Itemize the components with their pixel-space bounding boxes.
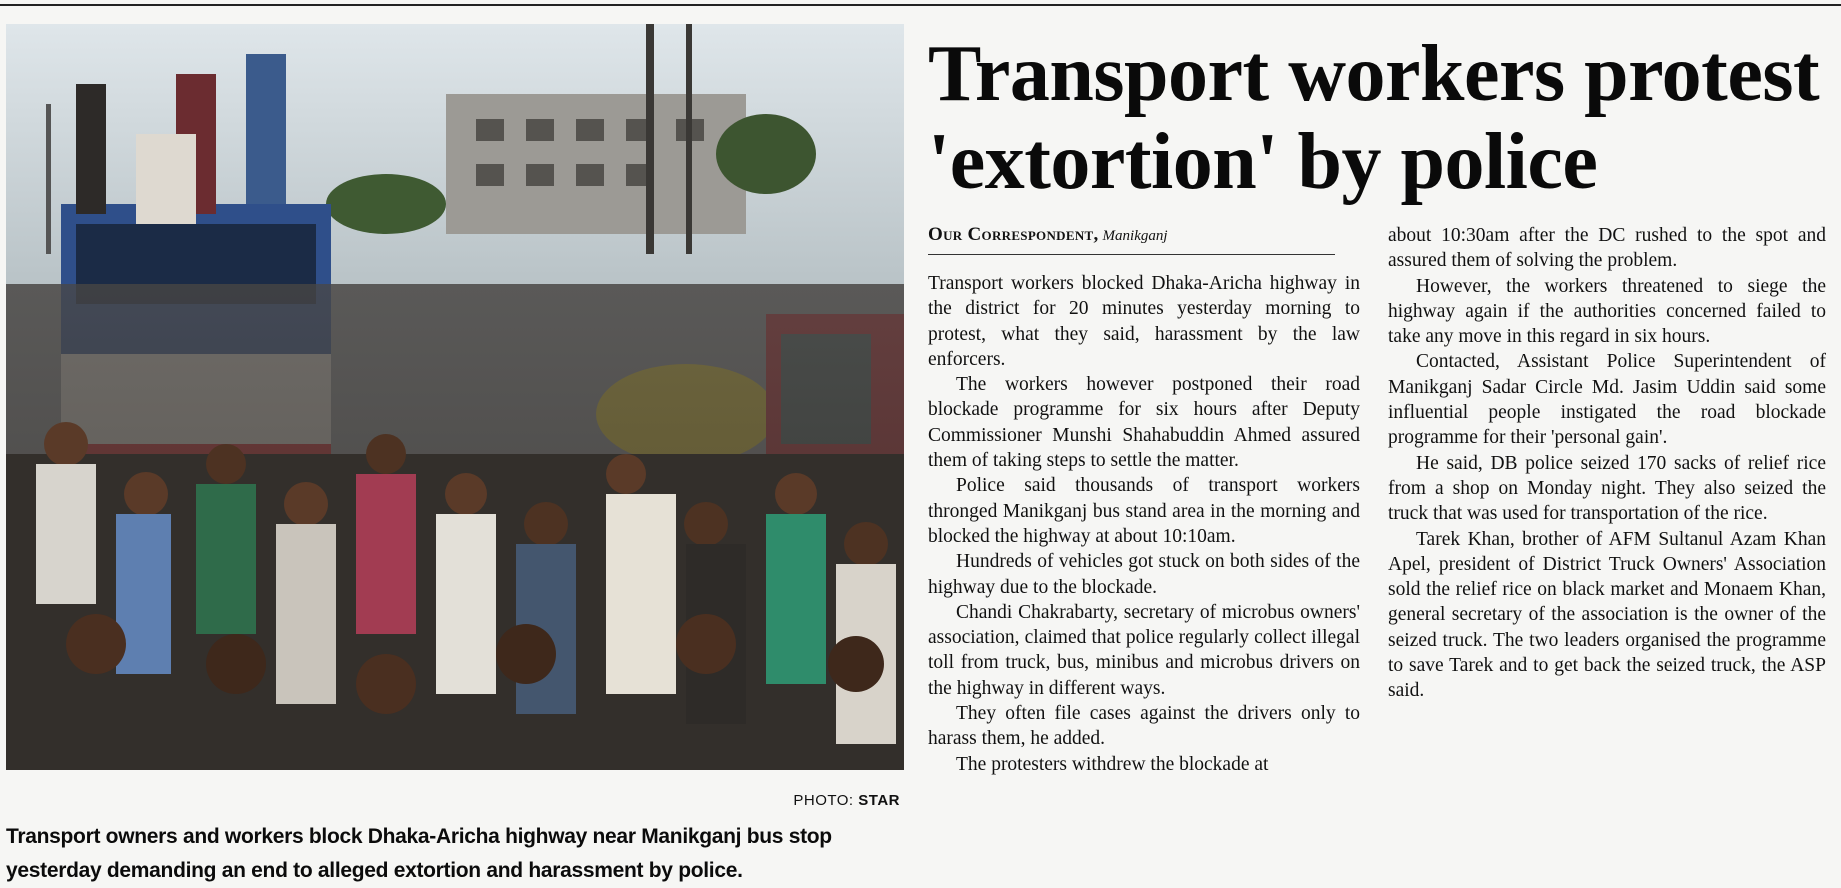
paragraph: Contacted, Assistant Police Superintendent of Manikganj Sadar Circle Md. Jasim Uddin said some influential people instigated the road blockade programme for their 'personal gain'. [1388,351,1826,449]
paragraph: However, the workers threatened to siege the highway again if the authorities concerned failed to take any move in this regard in six hours. [1388,275,1826,348]
paragraph: The workers however postponed their road blockade programme for six hours after Deputy Commissioner Munshi Shahabuddin Ahmed assured them of taking steps to settle the matter. [928,374,1360,472]
paragraph: Chandi Chakrabarty, secretary of microbus owners' association, claimed that police regularly collect illegal toll from truck, bus, minibus and microbus drivers on the highway in different ways. [928,601,1360,699]
paragraph: He said, DB police seized 170 sacks of relief rice from a shop on Monday night. They also seized the truck that was used for transportation of the rice. [1388,452,1826,525]
photo-credit-prefix: PHOTO: [793,792,854,809]
article-column-1 [928,271,1360,777]
article-headline: Transport workers protest 'extortion' by police [928,30,1820,206]
photo-caption: Transport owners and workers block Dhaka-Aricha highway near Manikganj bus stop yesterday demanding an end to alleged extortion and harassment by police. [6,825,832,882]
paragraph: Transport workers blocked Dhaka-Aricha highway in the district for 20 minutes yesterday morning to protest, what they said, harassment by the law enforcers. [928,273,1360,370]
paragraph: The protesters withdrew the blockade at [956,753,1269,775]
byline-correspondent: Our Correspondent, [928,224,1099,245]
byline [928,224,1335,255]
top-rule [0,4,1841,6]
paragraph: Police said thousands of transport workers thronged Manikganj bus stand area in the morning and blocked the highway at about 10:10am. [928,475,1360,547]
paragraph: Hundreds of vehicles got stuck on both sides of the highway due to the blockade. [928,551,1360,598]
article-column-2 [1388,223,1826,704]
photo-credit-source: STAR [858,792,900,809]
crowd-photo-illustration [6,24,904,770]
paragraph: about 10:30am after the DC rushed to the spot and assured them of solving the problem. [1388,225,1826,272]
paragraph: They often file cases against the drivers only to harass them, he added. [928,703,1360,750]
byline-place: Manikganj [1102,228,1168,244]
paragraph: Tarek Khan, brother of AFM Sultanul Azam Khan Apel, president of District Truck Owners' Association sold the relief rice on black market and Monaem Khan, general secretary of the association is the owner of the seized truck. The two leaders organised the programme to save Tarek and to get back the seized truck, the ASP said. [1388,528,1826,702]
news-photo [6,24,904,770]
photo-credit [793,792,900,809]
